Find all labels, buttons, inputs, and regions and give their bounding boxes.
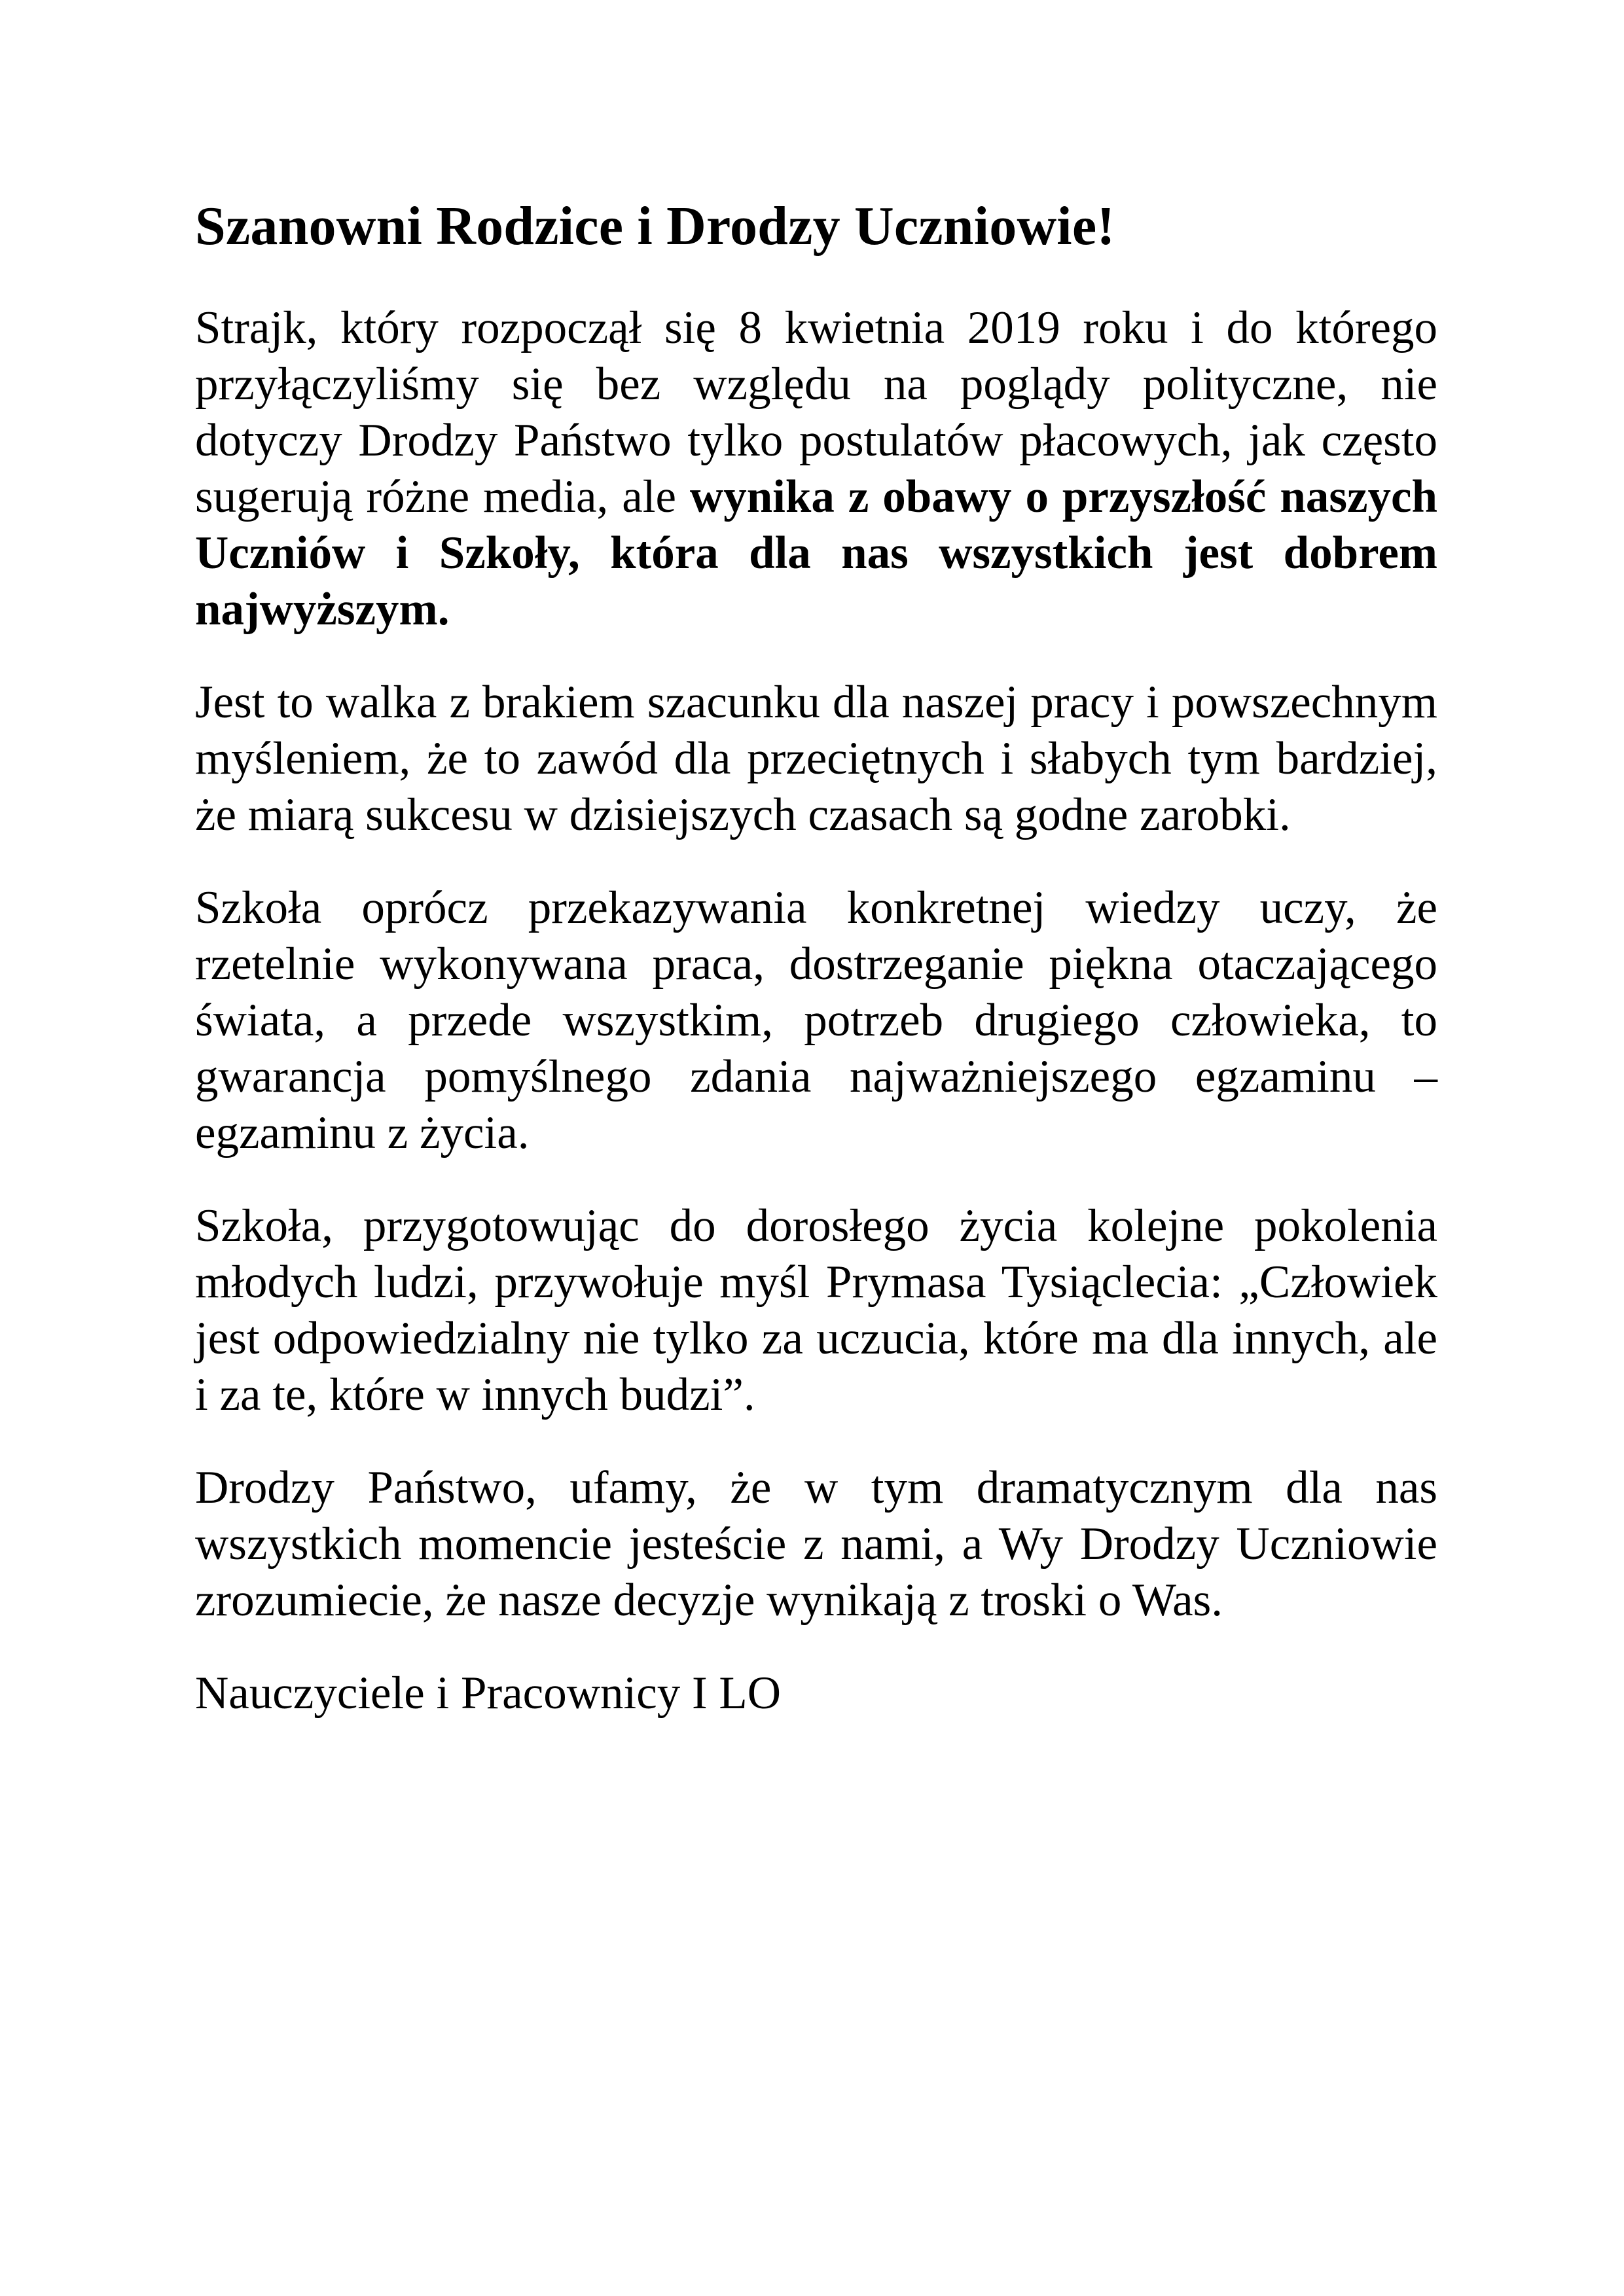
paragraph-primate-quote: Szkoła, przygotowując do dorosłego życia kolejne pokolenia młodych ludzi, przywołuje myśl Prymasa Tysiąclecia: „Człowiek jest odpowiedzialny nie tylko za uczucia, które ma dla innych, ale i za te, które w innych budzi”.: [195, 1200, 1437, 1420]
paragraph-strike-reason-bold: wynika z obawy o przyszłość naszych Uczniów i Szkoły, która dla nas wszystkich jest dobrem najwyższym.: [195, 471, 1437, 635]
paragraph-strike-reason: [195, 300, 1437, 637]
letter-signature: Nauczyciele i Pracownicy I LO: [195, 1668, 781, 1719]
paragraph-trust: Drodzy Państwo, ufamy, że w tym dramatycznym dla nas wszystkich momencie jesteście z nami, a Wy Drodzy Uczniowie zrozumiecie, że nasze decyzje wynikają z troski o Was.: [195, 1462, 1437, 1626]
letter-document: [195, 194, 1437, 1721]
paragraph-strike-reason-text: Strajk, który rozpoczął się 8 kwietnia 2019 roku i do którego przyłączyliśmy się bez względu na poglądy polityczne, nie dotyczy Drodzy Państwo tylko postulatów płacowych, jak często sugerują różne media, ale: [195, 302, 1437, 522]
paragraph-school-teaches: Szkoła oprócz przekazywania konkretnej wiedzy uczy, że rzetelnie wykonywana praca, dostrzeganie piękna otaczającego świata, a przede wszystkim, potrzeb drugiego człowieka, to gwarancja pomyślnego zdania najważniejszego egzaminu – egzaminu z życia.: [195, 882, 1437, 1158]
letter-title: Szanowni Rodzice i Drodzy Uczniowie!: [195, 196, 1115, 257]
paragraph-respect: Jest to walka z brakiem szacunku dla naszej pracy i powszechnym myśleniem, że to zawód dla przeciętnych i słabych tym bardziej, że miarą sukcesu w dzisiejszych czasach są godne zarobki.: [195, 677, 1437, 840]
